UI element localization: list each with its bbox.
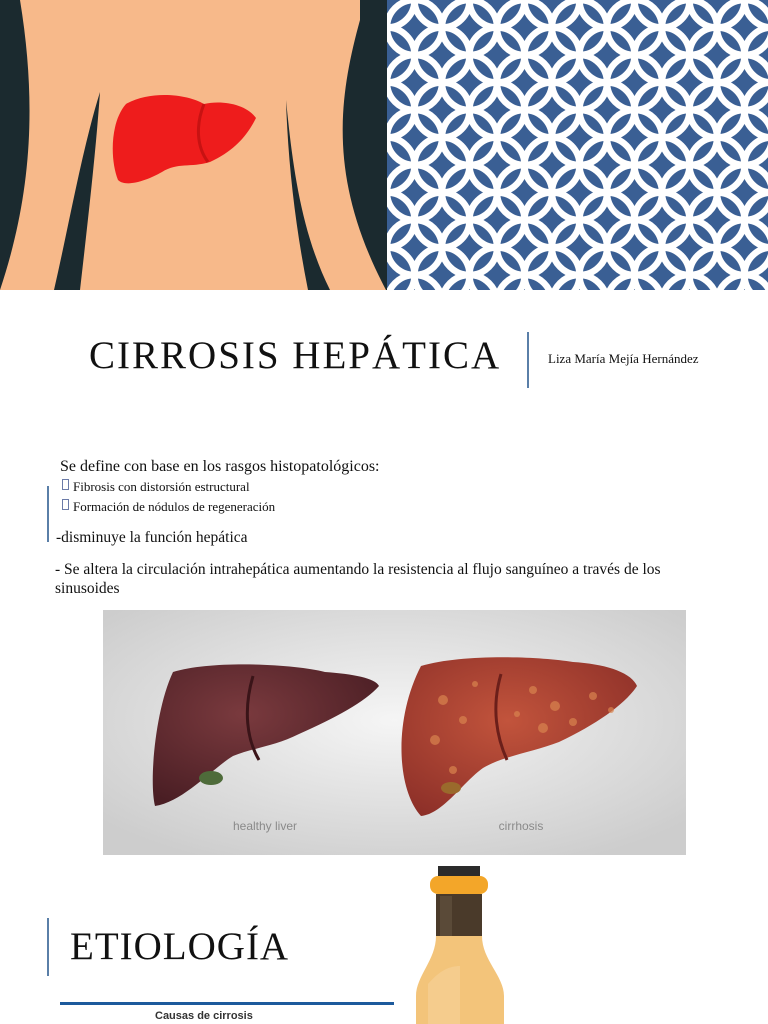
bottle-icon xyxy=(410,866,510,1024)
bullet-marker-icon xyxy=(62,499,69,510)
liver-comparison-image xyxy=(103,610,686,855)
bullet-item xyxy=(62,499,275,515)
decorative-ring-pattern xyxy=(387,0,768,290)
table-header-rule xyxy=(60,1002,394,1005)
bullet-text: Fibrosis con distorsión estructural xyxy=(73,479,250,494)
bullet-item xyxy=(62,479,250,495)
cirrhosis-caption: cirrhosis xyxy=(498,819,544,833)
healthy-liver-caption: healthy liver xyxy=(232,819,298,833)
hepatic-function-line: -disminuye la función hepática xyxy=(56,529,248,546)
title-divider xyxy=(527,332,529,388)
definition-intro: Se define con base en los rasgos histopatológicos: xyxy=(60,458,380,475)
table-caption: Causas de cirrosis xyxy=(155,1010,253,1022)
torso-liver-illustration xyxy=(0,0,387,290)
presentation-title: CIRROSIS HEPÁTICA xyxy=(89,334,502,377)
bullet-text: Formación de nódulos de regeneración xyxy=(73,499,276,514)
section-accent-line xyxy=(47,486,49,542)
bullet-marker-icon xyxy=(62,479,69,490)
section-title: ETIOLOGÍA xyxy=(70,925,290,968)
author-name: Liza María Mejía Hernández xyxy=(548,351,699,366)
circulation-line: - Se altera la circulación intrahepática aumentando la resistencia al flujo sanguíneo a través de los sinusoides xyxy=(55,561,661,597)
section-accent-line xyxy=(47,918,49,976)
